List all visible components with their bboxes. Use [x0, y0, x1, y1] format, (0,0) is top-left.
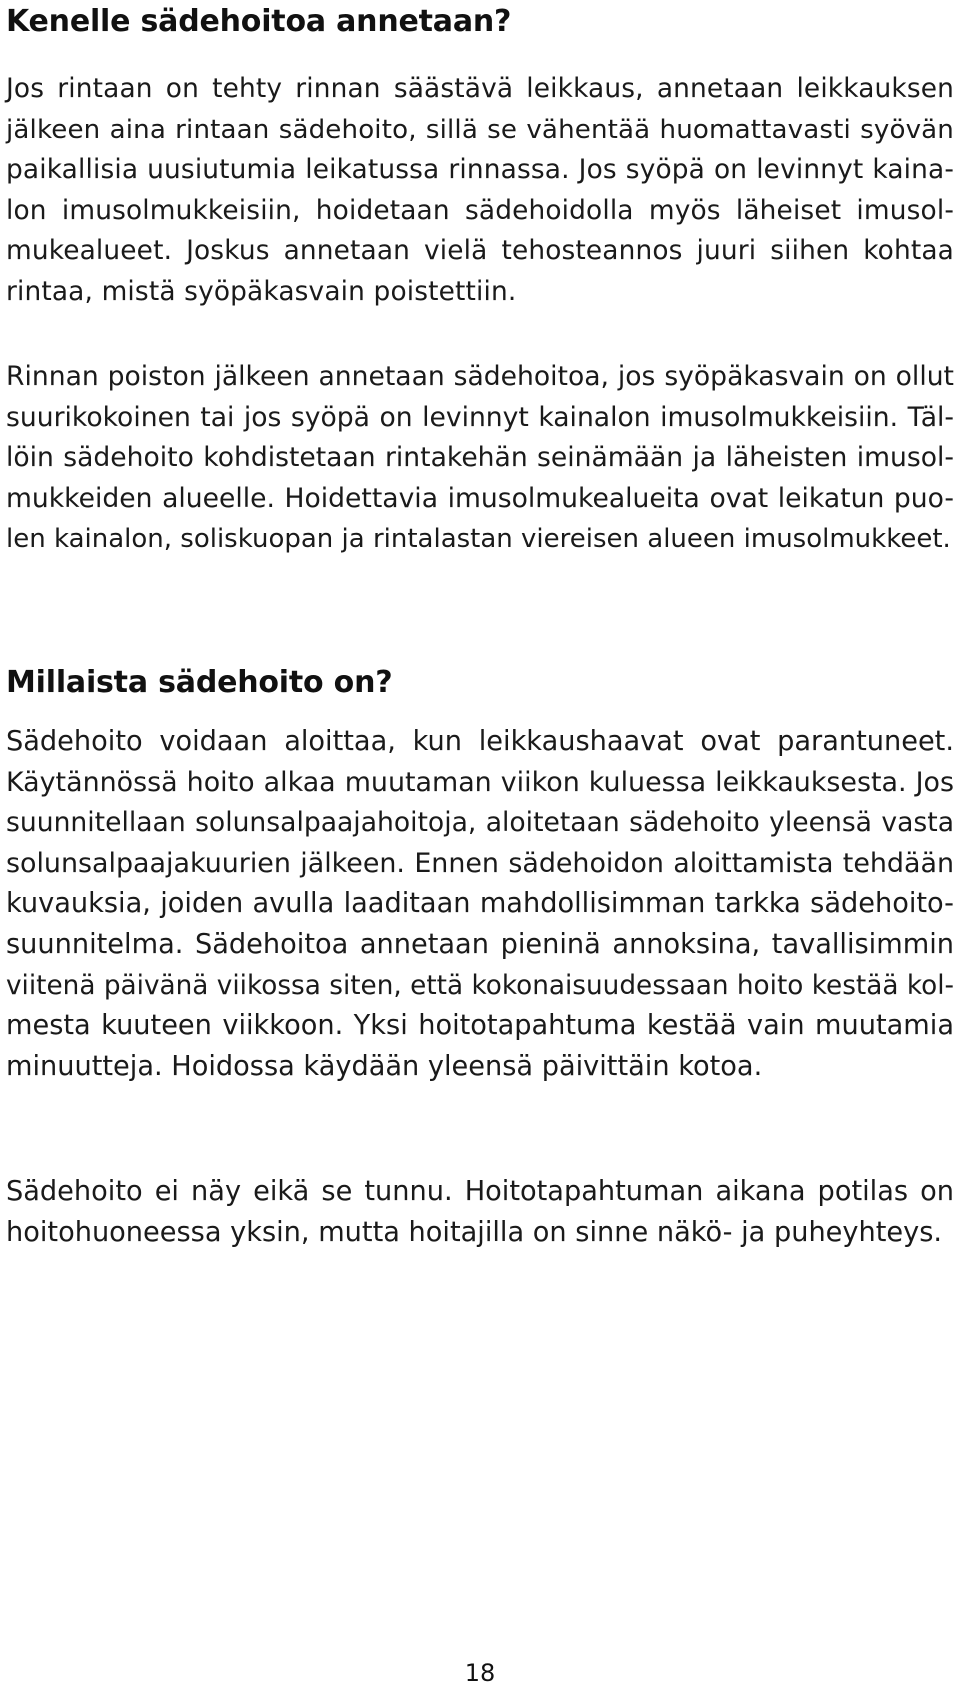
text-line: minuutteja. Hoidossa käydään yleensä päivittäin kotoa.: [6, 1050, 763, 1082]
text-line: Sädehoito voidaan aloittaa, kun leikkaushaavat ovat parantuneet.: [6, 726, 954, 757]
text-line: kuvauksia, joiden avulla laaditaan mahdollisimman tarkka sädehoito-: [6, 888, 954, 920]
text-line: lon imusolmukkeisiin, hoidetaan sädehoidolla myös läheiset imusol-: [6, 194, 954, 226]
text-line: mukealueet. Joskus annetaan vielä tehosteannos juuri siihen kohtaa: [6, 235, 954, 267]
text-line: mesta kuuteen viikkoon. Yksi hoitotapahtuma kestää vain muutamia: [6, 1010, 954, 1042]
page-number: 18: [464, 1659, 496, 1687]
text-line: Sädehoito ei näy eikä se tunnu. Hoitotapahtuman aikana potilas on: [6, 1176, 954, 1207]
section-heading-what: Millaista sädehoito on?: [6, 665, 393, 700]
text-line: suunnitelma. Sädehoitoa annetaan pieninä annoksina, tavallisimmin: [6, 928, 954, 960]
text-line: solunsalpaajakuurien jälkeen. Ennen sädehoidon aloittamista tehdään: [6, 847, 954, 879]
text-line: paikallisia uusiutumia leikatussa rinnassa. Jos syöpä on levinnyt kaina-: [6, 154, 954, 186]
paragraph-mastectomy: [6, 357, 954, 560]
text-line: rintaa, mistä syöpäkasvain poistettiin.: [6, 275, 517, 307]
text-line: hoitohuoneessa yksin, mutta hoitajilla on sinne näkö- ja puheyhteys.: [6, 1216, 943, 1248]
paragraph-treatment-schedule: [6, 722, 954, 1087]
text-line: Rinnan poiston jälkeen annetaan sädehoitoa, jos syöpäkasvain on ollut: [6, 361, 954, 392]
text-line: viitenä päivänä viikossa siten, että kokonaisuudessaan hoito kestää kol-: [6, 970, 954, 1001]
text-line: Jos rintaan on tehty rinnan säästävä leikkaus, annetaan leikkauksen: [6, 73, 954, 104]
text-line: jälkeen aina rintaan sädehoito, sillä se vähentää huomattavasti syövän: [6, 114, 954, 145]
text-line: mukkeiden alueelle. Hoidettavia imusolmukealueita ovat leikatun puo-: [6, 482, 954, 514]
paragraph-breast-conserving: [6, 69, 954, 313]
text-line: suurikokoinen tai jos syöpä on levinnyt kainalon imusolmukkeisiin. Täl-: [6, 401, 954, 433]
text-line: len kainalon, soliskuopan ja rintalastan viereisen alueen imusolmukkeet.: [6, 524, 951, 555]
text-line: löin sädehoito kohdistetaan rintakehän seinämään ja läheisten imusol-: [6, 442, 954, 474]
section-heading-who: Kenelle sädehoitoa annetaan?: [6, 4, 512, 39]
paragraph-sensation: [6, 1172, 954, 1253]
text-line: suunnitellaan solunsalpaajahoitoja, aloitetaan sädehoito yleensä vasta: [6, 807, 954, 839]
text-line: Käytännössä hoito alkaa muutaman viikon kuluessa leikkauksesta. Jos: [6, 766, 954, 798]
